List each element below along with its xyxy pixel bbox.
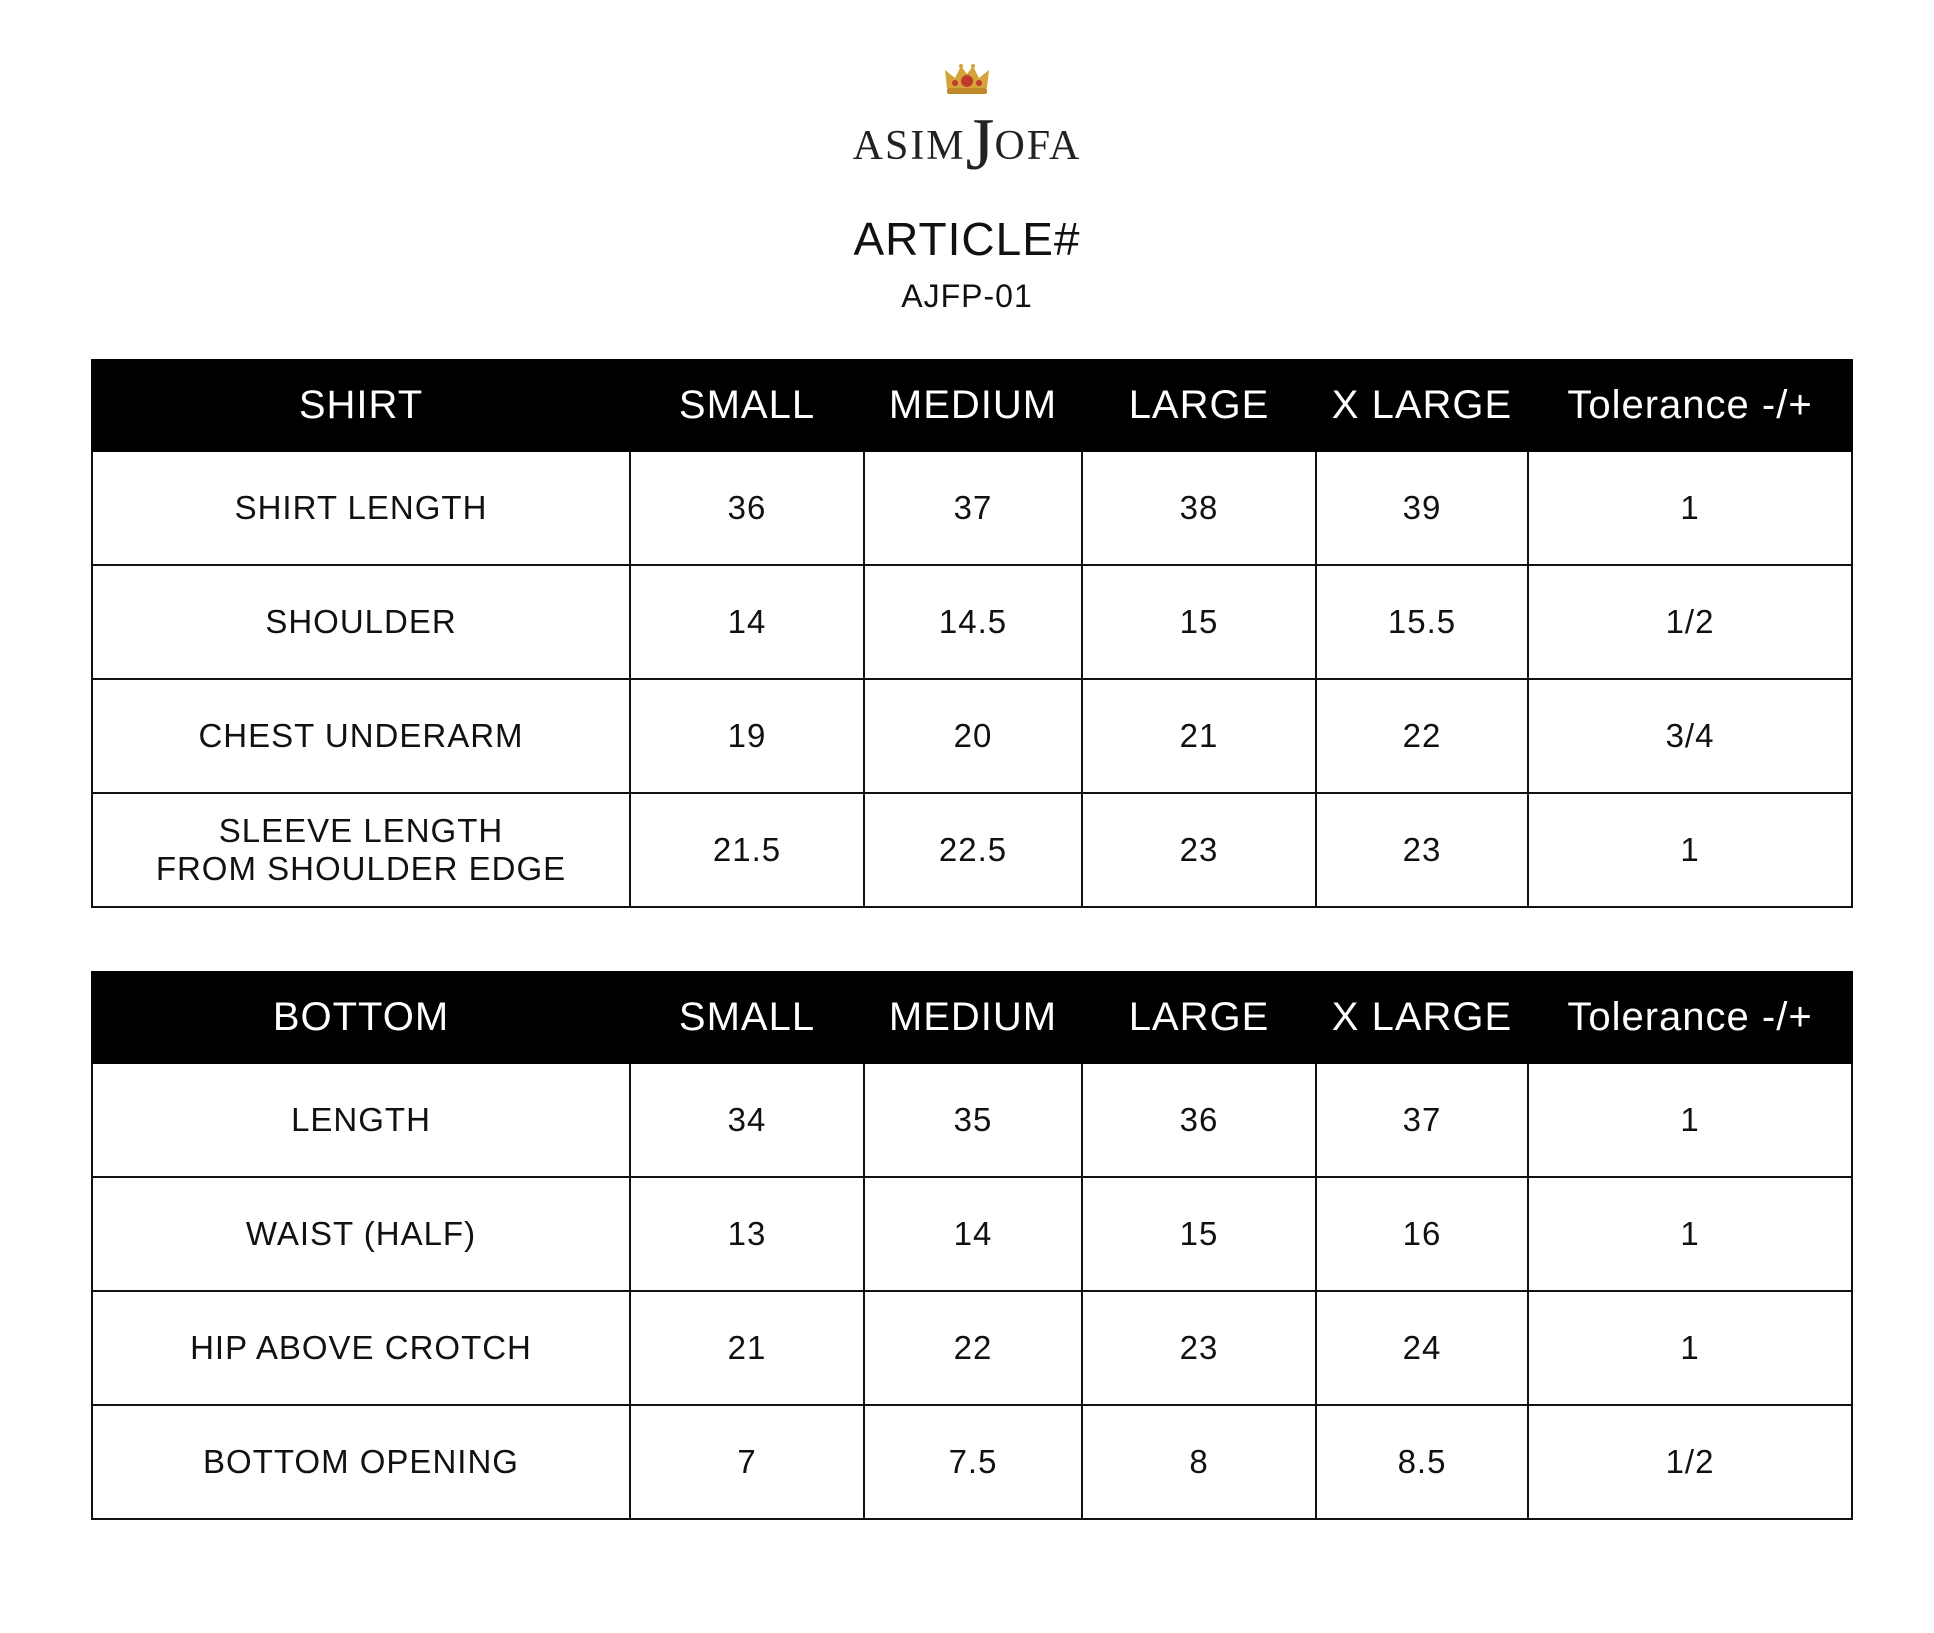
header-cell: X LARGE: [1316, 360, 1528, 451]
table-cell: 21.5: [630, 793, 864, 907]
table-cell: 22: [864, 1291, 1082, 1405]
table-cell: 37: [1316, 1063, 1528, 1177]
header-cell: LARGE: [1082, 360, 1316, 451]
tolerance-cell: 1: [1528, 793, 1852, 907]
article-code: AJFP-01: [901, 278, 1033, 314]
measurement-label: SLEEVE LENGTH FROM SHOULDER EDGE: [92, 793, 630, 907]
table-cell: 16: [1316, 1177, 1528, 1291]
table-cell: 22.5: [864, 793, 1082, 907]
tolerance-cell: 1/2: [1528, 1405, 1852, 1519]
header-cell: SHIRT: [92, 360, 630, 451]
table-cell: 7: [630, 1405, 864, 1519]
table-row: [92, 793, 1852, 907]
table-cell: 23: [1082, 793, 1316, 907]
table-cell: 15: [1082, 1177, 1316, 1291]
table-header-row: [92, 360, 1852, 451]
table-cell: 24: [1316, 1291, 1528, 1405]
table-cell: 20: [864, 679, 1082, 793]
table-cell: 14.5: [864, 565, 1082, 679]
measurement-label: HIP ABOVE CROTCH: [92, 1291, 630, 1405]
table-cell: 21: [1082, 679, 1316, 793]
table-cell: 13: [630, 1177, 864, 1291]
table-row: [92, 1405, 1852, 1519]
tolerance-cell: 1: [1528, 1063, 1852, 1177]
measurement-label: LENGTH: [92, 1063, 630, 1177]
table-cell: 36: [630, 451, 864, 565]
brand-name-prefix: ASIM: [852, 123, 966, 169]
table-row: [92, 679, 1852, 793]
brand-name-suffix: OFA: [994, 123, 1082, 169]
tolerance-cell: 1: [1528, 451, 1852, 565]
article-title: ARTICLE#: [853, 213, 1081, 265]
header-cell: SMALL: [630, 360, 864, 451]
brand-name-j: J: [965, 104, 995, 186]
table-cell: 14: [630, 565, 864, 679]
table-row: [92, 1177, 1852, 1291]
table-row: [92, 451, 1852, 565]
measurement-label: BOTTOM OPENING: [92, 1405, 630, 1519]
crown-icon: [943, 62, 991, 96]
table-cell: 38: [1082, 451, 1316, 565]
tolerance-cell: 1: [1528, 1177, 1852, 1291]
header-cell: Tolerance -/+: [1528, 360, 1852, 451]
table-row: [92, 1063, 1852, 1177]
table-cell: 22: [1316, 679, 1528, 793]
measurement-label: CHEST UNDERARM: [92, 679, 630, 793]
table-cell: 37: [864, 451, 1082, 565]
table-cell: 23: [1316, 793, 1528, 907]
tolerance-cell: 1/2: [1528, 565, 1852, 679]
table-cell: 36: [1082, 1063, 1316, 1177]
table-cell: 15.5: [1316, 565, 1528, 679]
table-row: [92, 1291, 1852, 1405]
table-cell: 8: [1082, 1405, 1316, 1519]
tolerance-cell: 1: [1528, 1291, 1852, 1405]
measurement-label: SHOULDER: [92, 565, 630, 679]
table-header-row: [92, 972, 1852, 1063]
header-cell: LARGE: [1082, 972, 1316, 1063]
table-cell: 23: [1082, 1291, 1316, 1405]
table-cell: 8.5: [1316, 1405, 1528, 1519]
table-cell: 34: [630, 1063, 864, 1177]
table-cell: 14: [864, 1177, 1082, 1291]
header-cell: SMALL: [630, 972, 864, 1063]
bottom-size-table: [91, 971, 1853, 1520]
shirt-size-table: [91, 359, 1853, 908]
header-cell: BOTTOM: [92, 972, 630, 1063]
table-cell: 21: [630, 1291, 864, 1405]
measurement-label: WAIST (HALF): [92, 1177, 630, 1291]
table-cell: 19: [630, 679, 864, 793]
brand-wordmark: [0, 98, 1934, 186]
measurement-label: SHIRT LENGTH: [92, 451, 630, 565]
brand-logo: [0, 62, 1934, 186]
table-cell: 7.5: [864, 1405, 1082, 1519]
tolerance-cell: 3/4: [1528, 679, 1852, 793]
table-row: [92, 565, 1852, 679]
table-cell: 39: [1316, 451, 1528, 565]
header-cell: Tolerance -/+: [1528, 972, 1852, 1063]
header-cell: MEDIUM: [864, 972, 1082, 1063]
header-cell: MEDIUM: [864, 360, 1082, 451]
header-cell: X LARGE: [1316, 972, 1528, 1063]
table-cell: 15: [1082, 565, 1316, 679]
table-cell: 35: [864, 1063, 1082, 1177]
